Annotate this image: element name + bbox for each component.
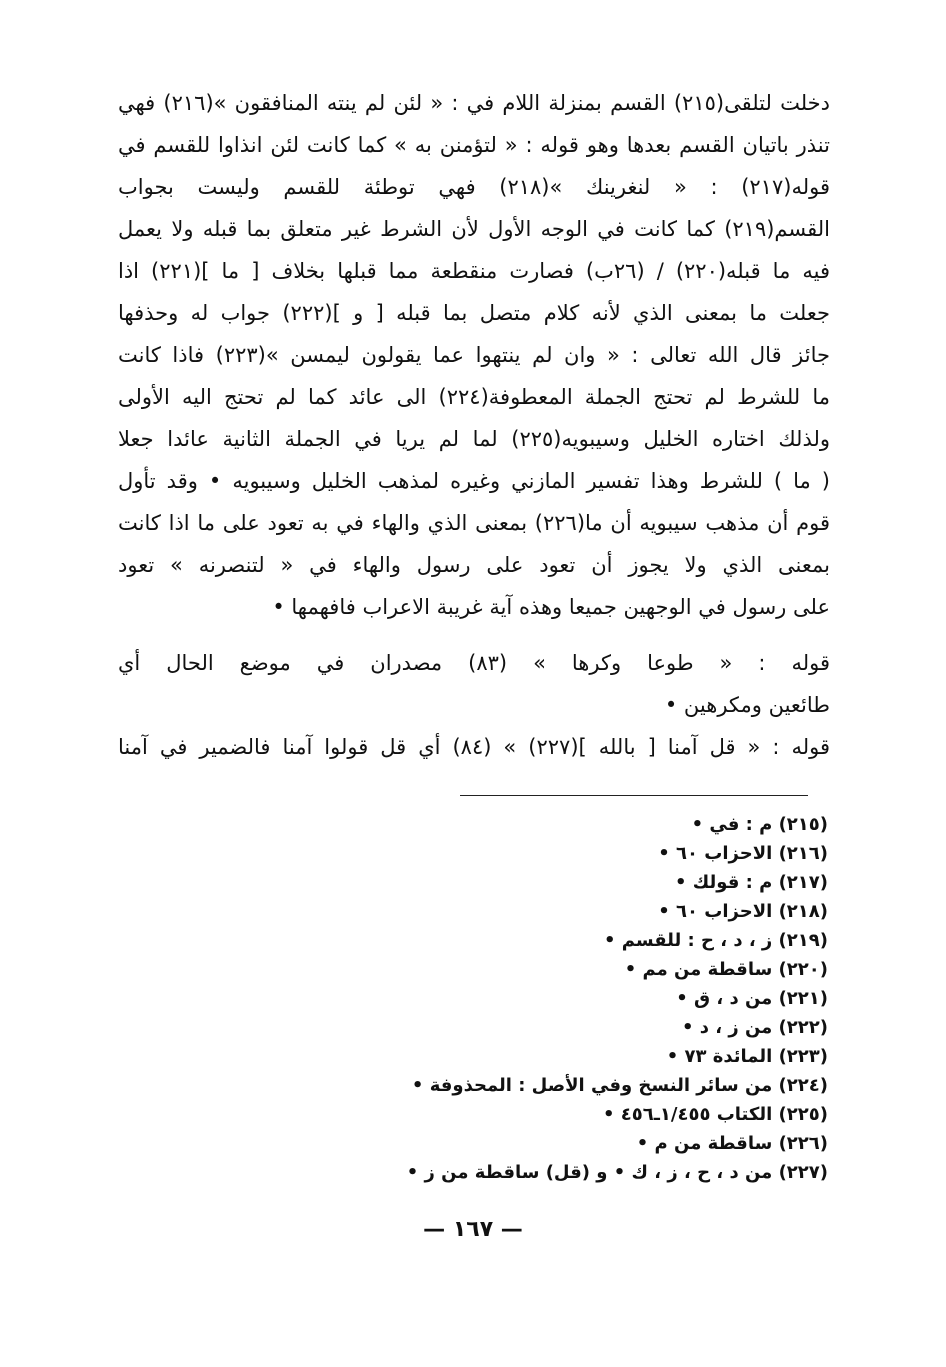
footnote-item: (٢١٩) ز ، د ، ح : للقسم • bbox=[603, 930, 828, 951]
footnote-item: (٢١٥) م : في • bbox=[691, 814, 828, 835]
text-line: على رسول في الوجهين جميعا وهذه آية غريبة الاعراب فافهمها • bbox=[272, 595, 830, 619]
text-line: دخلت لتلقى(٢١٥) القسم بمنزلة اللام في : « لئن لم ينته المنافقون »(٢١٦) فهي bbox=[118, 91, 830, 115]
text-line: قوله : « طوعا وكرها » (٨٣) مصدران في موضع الحال أي bbox=[118, 651, 830, 675]
text-line: جائز قال الله تعالى : « وان لم ينتهوا عما يقولون ليمسن »(٢٢٣) فاذا كانت bbox=[118, 343, 830, 367]
text-line: قوله : « قل آمنا [ بالله ](٢٢٧) » (٨٤) أي قل قولوا آمنا فالضمير في آمنا bbox=[118, 735, 830, 759]
footnote-item: (٢١٦) الاحزاب ٦٠ • bbox=[658, 843, 828, 864]
text-line: تنذر باتيان القسم بعدها وهو قوله : « لتؤمنن به » كما كانت لئن انذاوا للقسم في bbox=[118, 133, 830, 157]
footnote-item: (٢١٨) الاحزاب ٦٠ • bbox=[658, 901, 828, 922]
footnote-item: (٢٢٠) ساقطة من مم • bbox=[624, 959, 828, 980]
footnote-separator bbox=[460, 795, 808, 796]
paragraph-2 bbox=[118, 642, 830, 726]
text-line: القسم(٢١٩) كما كانت في الوجه الأول لأن الشرط غير متعلق بما قبله ولا يعمل bbox=[118, 217, 830, 241]
footnote-item: (٢١٧) م : قولك • bbox=[675, 872, 828, 893]
footnote-item: (٢٢٤) من سائر النسخ وفي الأصل : المحذوفة • bbox=[411, 1075, 828, 1096]
text-line: ولذلك اختاره الخليل وسيبويه(٢٢٥) لما لم يريا في الجملة الثانية عائدا جعلا bbox=[118, 427, 830, 451]
text-line: طائعين ومكرهين • bbox=[664, 693, 830, 717]
footnotes bbox=[348, 810, 828, 1187]
paragraph-3 bbox=[118, 726, 830, 768]
text-line: فيه ما قبله(٢٢٠) / (٢٦ب) فصارت منقطعة مما قبلها بخلاف [ ما ](٢٢١) اذا bbox=[118, 259, 830, 283]
text-line: جعلت ما بمعنى الذي لأنه كلام متصل بما قبله [ و ](٢٢٢) جواب له وحذفها bbox=[118, 301, 830, 325]
footnote-item: (٢٢١) من د ، ق • bbox=[676, 988, 828, 1009]
footnote-item: (٢٢٦) ساقطة من م • bbox=[636, 1133, 828, 1154]
page-number: — ١٦٧ — bbox=[423, 1217, 523, 1242]
text-line: ( ما ) للشرط وهذا تفسير المازني وغيره لمذهب الخليل وسيبويه • وقد تأول bbox=[118, 469, 830, 493]
text-line: قوم أن مذهب سيبويه أن ما(٢٢٦) بمعنى الذي والهاء في به تعود على ما اذا كانت bbox=[118, 511, 830, 535]
main-text bbox=[118, 82, 830, 768]
footnote-item: (٢٢٥) الكتاب ١/٤٥٥ـ٤٥٦ • bbox=[603, 1104, 828, 1125]
footnote-item: (٢٢٣) المائدة ٧٣ • bbox=[666, 1046, 828, 1067]
paragraph-gap bbox=[118, 628, 830, 642]
footnote-item: (٢٢٧) من د ، ح ، ز ، ك • و (قل) ساقطة من ز • bbox=[406, 1162, 828, 1183]
footnote-item: (٢٢٢) من ز ، د • bbox=[681, 1017, 828, 1038]
text-line: قوله(٢١٧) : « لنغرينك »(٢١٨) فهي توطئة للقسم وليست بجواب bbox=[118, 175, 830, 199]
text-line: ما للشرط لم تحتج الجملة المعطوفة(٢٢٤) الى عائد كما لم تحتج اليه الأولى bbox=[118, 385, 830, 409]
paragraph-1 bbox=[118, 82, 830, 628]
text-line: بمعنى الذي ولا يجوز أن تعود على رسول والهاء في « لتنصرنه » تعود bbox=[118, 553, 830, 577]
